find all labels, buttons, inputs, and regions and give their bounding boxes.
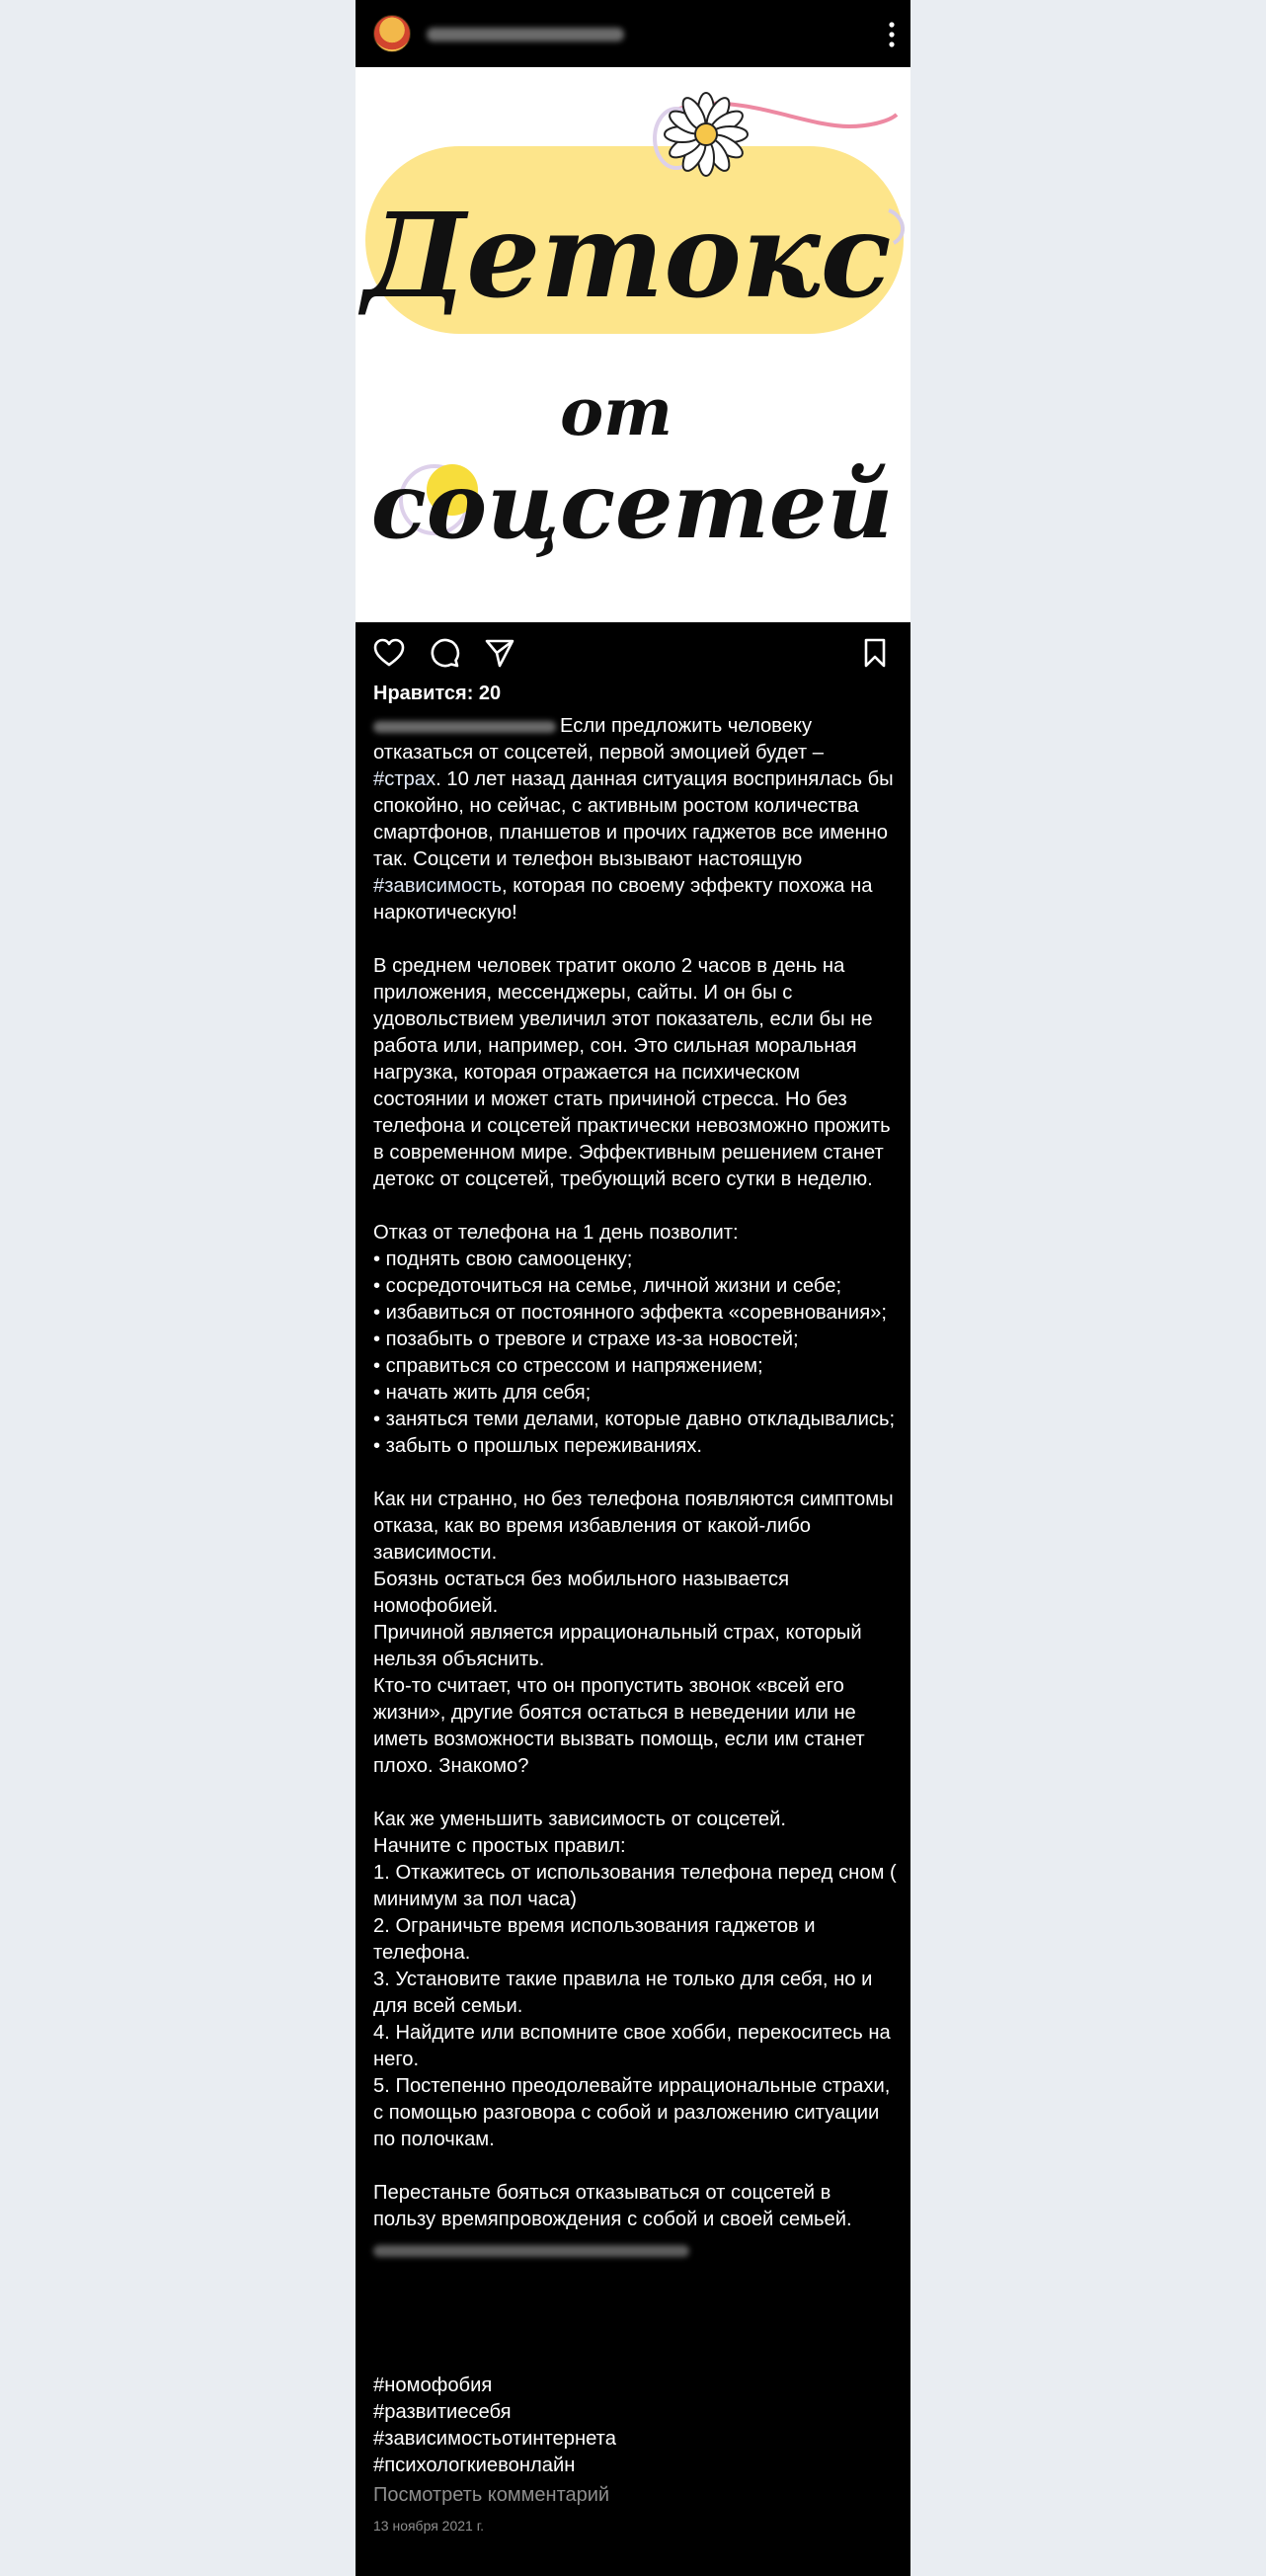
hashtag-link[interactable]: #психологкиевонлайн — [373, 2455, 576, 2476]
post-action-bar — [356, 622, 910, 682]
post-header — [356, 0, 910, 67]
post-caption — [373, 713, 897, 2257]
list-item: • сосредоточиться на семье, личной жизни и себе; — [373, 1275, 842, 1297]
post-image[interactable] — [356, 67, 910, 622]
list-item: • начать жить для себя; — [373, 1382, 592, 1404]
caption-text: , которая по своему эффекту похожа на наркотическую! — [373, 875, 873, 924]
caption-paragraph: В среднем человек тратит около 2 часов в день на приложения, мессенджеры, сайты. И он бы с удовольствием увеличил этот показатель, если бы не работа или, например, сон. Это сильная моральная нагрузка, которая отражается на психическом состоянии и может стать причиной стресса. Но без телефона и соцсетей практически невозможно прожить в современном мире. Эффективным решением станет детокс от соцсетей, требующий всего сутки в неделю. — [373, 955, 891, 1190]
comment-icon[interactable] — [429, 638, 460, 668]
caption-paragraph: Перестаньте бояться отказываться от соцсетей в пользу времяпровождения с собой и своей семьей. — [373, 2182, 852, 2230]
list-item: • забыть о прошлых переживаниях. — [373, 1435, 702, 1457]
likes-count[interactable]: Нравится: 20 — [373, 683, 502, 704]
hashtag-link[interactable]: #номофобия — [373, 2375, 493, 2396]
post-date: 13 ноября 2021 г. — [373, 2518, 484, 2534]
caption-paragraph-head: Отказ от телефона на 1 день позволит: — [373, 1222, 739, 1244]
list-item: 1. Откажитесь от использования телефона перед сном ( минимум за пол часа) — [373, 1862, 897, 1910]
image-title-line3: соцсетей — [370, 452, 894, 559]
caption-line: Начните с простых правил: — [373, 1835, 626, 1857]
hashtag-link[interactable]: #зависимостьотинтернета — [373, 2428, 616, 2450]
caption-line: Боязнь остаться без мобильного называется номофобией. — [373, 1569, 790, 1617]
post-image-graphic — [356, 67, 910, 622]
caption-line: Как ни странно, но без телефона появляются симптомы отказа, как во время избавления от какой-либо зависимости. — [373, 1489, 894, 1564]
list-item: 4. Найдите или вспомните свое хобби, перекоситесь на него. — [373, 2022, 891, 2070]
list-item: 3. Установите такие правила не только для себя, но и для всей семьи. — [373, 1969, 873, 2017]
hashtag-link[interactable]: #страх — [373, 768, 436, 790]
bookmark-icon[interactable] — [861, 638, 889, 668]
list-item: 2. Ограничьте время использования гаджетов и телефона. — [373, 1915, 816, 1964]
hashtag-list — [373, 2373, 616, 2479]
view-comments-link[interactable]: Посмотреть комментарий — [373, 2484, 610, 2506]
image-title-line2: от — [560, 373, 673, 450]
heart-icon[interactable] — [373, 638, 405, 668]
caption-signature-redacted — [373, 2245, 689, 2257]
caption-line: Кто-то считает, что он пропустить звонок «всей его жизни», другие боятся остаться в неведении или не иметь возможности вызвать помощь, если им станет плохо. Знакомо? — [373, 1675, 865, 1777]
caption-line: Причиной является иррациональный страх, который нельзя объяснить. — [373, 1622, 862, 1670]
hashtag-link[interactable]: #развитиесебя — [373, 2401, 512, 2423]
more-vertical-icon[interactable] — [889, 22, 895, 47]
send-icon[interactable] — [484, 638, 515, 668]
caption-text: . 10 лет назад данная ситуация воспринялась бы спокойно, но сейчас, с активным ростом количества смартфонов, планшетов и прочих гаджетов все именно так. Соцсети и телефон вызывают настоящую — [373, 768, 894, 870]
username-redacted[interactable] — [427, 28, 624, 41]
caption-text: Если предложить человеку отказаться от соцсетей, первой эмоцией будет – — [373, 715, 824, 764]
caption-author-redacted[interactable] — [373, 721, 556, 733]
list-item: • справиться со стрессом и напряжением; — [373, 1355, 763, 1377]
caption-line: Как же уменьшить зависимость от соцсетей. — [373, 1809, 786, 1830]
profile-avatar[interactable] — [373, 15, 411, 52]
image-title-line1: Детокс — [362, 187, 892, 324]
list-item: • поднять свою самооценку; — [373, 1248, 633, 1270]
instagram-post — [356, 0, 910, 2576]
list-item: 5. Постепенно преодолевайте иррациональные страхи, с помощью разговора с собой и разложению ситуации по полочкам. — [373, 2075, 891, 2150]
hashtag-link[interactable]: #зависимость — [373, 875, 503, 897]
list-item: • избавиться от постоянного эффекта «соревнования»; — [373, 1302, 887, 1324]
list-item: • позабыть о тревоге и страхе из-за новостей; — [373, 1328, 799, 1350]
list-item: • заняться теми делами, которые давно откладывались; — [373, 1409, 896, 1430]
